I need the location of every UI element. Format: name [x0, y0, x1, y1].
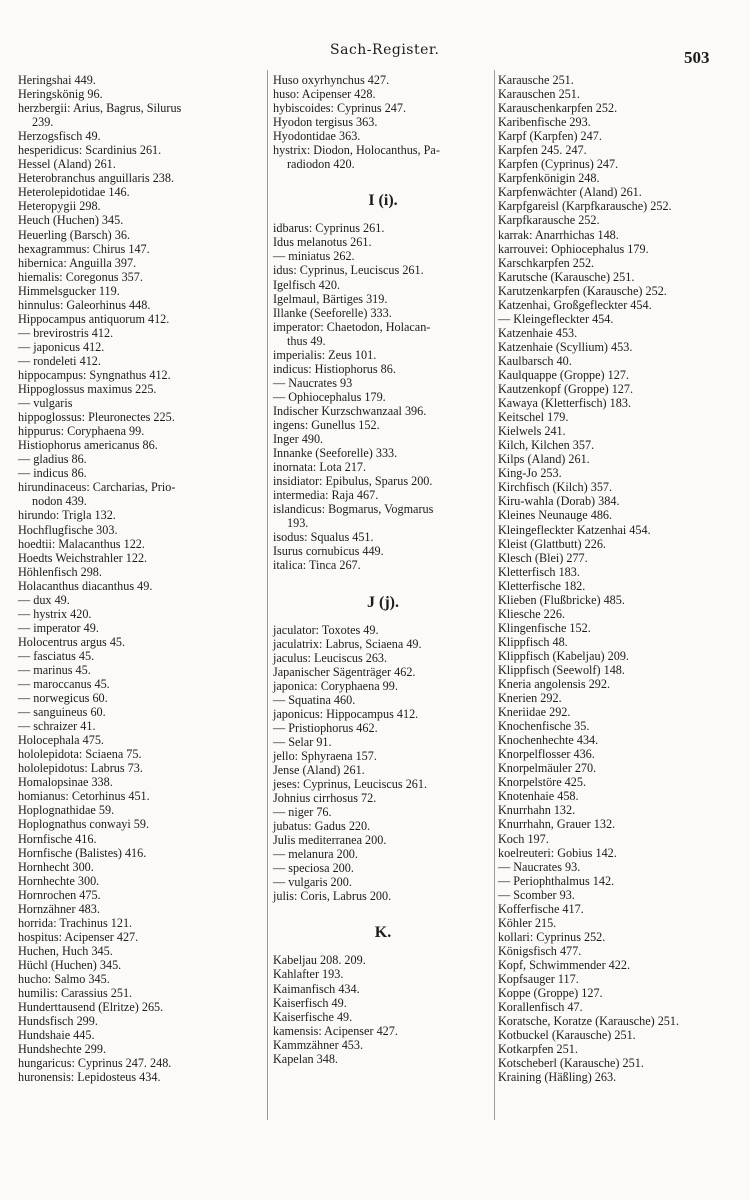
index-entry: jaculator: Toxotes 49. [273, 622, 379, 637]
index-entry: hirundinaceus: Carcharias, Prio- [18, 480, 176, 495]
index-entry: hystrix: Diodon, Holocanthus, Pa- [273, 143, 440, 158]
index-entry: — Scomber 93. [498, 887, 575, 902]
index-entry: — speciosa 200. [273, 861, 354, 876]
index-entry: — sanguineus 60. [18, 705, 106, 720]
index-entry: hippoglossus: Pleuronectes 225. [18, 410, 175, 425]
index-entry: Koch 197. [498, 831, 549, 846]
index-entry: homianus: Cetorhinus 451. [18, 789, 150, 804]
index-entry: hexagrammus: Chirus 147. [18, 241, 150, 256]
index-entry: Illanke (Seeforelle) 333. [273, 305, 392, 320]
index-entry: hinnulus: Galeorhinus 448. [18, 297, 151, 312]
index-entry: ingens: Gunellus 152. [273, 417, 380, 432]
index-entry: karrouvei: Ophiocephalus 179. [498, 241, 649, 256]
index-entry: Karpfen (Cyprinus) 247. [498, 157, 619, 172]
index-entry: Knotenhaie 458. [498, 789, 579, 804]
index-entry: jeses: Cyprinus, Leuciscus 261. [273, 777, 428, 792]
index-entry: japonicus: Hippocampus 412. [273, 706, 419, 721]
index-entry: indicus: Histiophorus 86. [273, 361, 396, 376]
section-heading-i: I (i). [368, 192, 398, 210]
index-entry: — fasciatus 45. [18, 648, 95, 663]
index-entry: Karauschenkarpfen 252. [498, 101, 618, 116]
index-entry: Hoplognathus conwayi 59. [18, 817, 149, 832]
index-entry: Hoedts Weichstrahler 122. [18, 550, 148, 565]
index-entry: Holacanthus diacanthus 49. [18, 578, 153, 593]
index-entry: Hochflugfische 303. [18, 522, 118, 537]
section-heading-j: J (j). [367, 593, 399, 611]
index-entry: Koratsche, Koratze (Karausche) 251. [498, 1014, 680, 1029]
index-entry: Kaulbarsch 40. [498, 353, 572, 368]
index-entry: Knorpelflosser 436. [498, 747, 595, 762]
index-entry: — Naucrates 93 [273, 375, 353, 390]
index-entry: Hunderttausend (Elritze) 265. [18, 1000, 164, 1015]
index-entry: huso: Acipenser 428. [273, 87, 376, 102]
index-entry: Karpfen 245. 247. [498, 143, 587, 158]
index-entry: Kotbuckel (Karausche) 251. [498, 1028, 636, 1043]
index-entry: Himmelsgucker 119. [18, 283, 120, 298]
index-entry: kamensis: Acipenser 427. [273, 1023, 398, 1038]
index-entry: intermedia: Raja 467. [273, 488, 379, 503]
k-entries-list [273, 953, 493, 1065]
index-entry: hololepidotus: Labrus 73. [18, 761, 143, 776]
index-entry: hiemalis: Coregonus 357. [18, 269, 143, 284]
index-entry: — miniatus 262. [273, 249, 355, 264]
index-entry: Klingenfische 152. [498, 620, 591, 635]
index-entry: Klippfisch 48. [498, 634, 568, 649]
index-entry: Huchen, Huch 345. [18, 943, 113, 958]
index-entry: Karausche 251. [498, 73, 574, 87]
index-entry: Kneria angolensis 292. [498, 677, 611, 692]
index-entry: idbarus: Cyprinus 261. [273, 221, 385, 236]
index-entry: Heterolepidotidae 146. [18, 185, 130, 200]
index-entry: Kleines Neunauge 486. [498, 508, 613, 523]
index-entry: — Kleingefleckter 454. [498, 311, 614, 326]
index-entry: horrida: Trachinus 121. [18, 915, 133, 930]
index-entry: hoedtii: Malacanthus 122. [18, 536, 145, 551]
index-entry: Karpfenkönigin 248. [498, 171, 600, 186]
column-divider [267, 70, 268, 1120]
index-entry: Heterobranchus anguillaris 238. [18, 171, 175, 186]
index-entry: Kraining (Häßling) 263. [498, 1070, 617, 1085]
index-entry: Kawaya (Kletterfisch) 183. [498, 396, 631, 411]
index-entry: jaculus: Leuciscus 263. [273, 650, 388, 665]
index-entry: Karpfgareisl (Karpfkarausche) 252. [498, 199, 672, 214]
column-divider [494, 70, 495, 1120]
index-entry: — maroccanus 45. [18, 677, 110, 692]
index-entry: Kotkarpfen 251. [498, 1042, 578, 1057]
index-entry: — rondeleti 412. [18, 353, 101, 368]
index-entry: Kilch, Kilchen 357. [498, 438, 595, 453]
index-entry: Klippfisch (Kabeljau) 209. [498, 648, 629, 663]
index-entry: — schraizer 41. [18, 719, 96, 734]
index-entry: Hornhecht 300. [18, 859, 94, 874]
index-entry: julis: Coris, Labrus 200. [273, 889, 392, 904]
index-entry: Karutzenkarpfen (Karausche) 252. [498, 283, 667, 298]
index-entry: Huso oxyrhynchus 427. [273, 73, 390, 87]
index-entry: Kaimanfisch 434. [273, 981, 360, 996]
index-entry: Julis mediterranea 200. [273, 833, 387, 848]
index-entry: Karibenfische 293. [498, 115, 591, 130]
index-entry: — melanura 200. [273, 847, 358, 862]
index-entry: Hüchl (Huchen) 345. [18, 957, 122, 972]
index-entry: Kliesche 226. [498, 606, 566, 621]
index-entry: Kneriidae 292. [498, 705, 571, 720]
index-entry: Hornzähner 483. [18, 901, 100, 916]
index-entry: Hippoglossus maximus 225. [18, 382, 157, 397]
index-entry: Isurus cornubicus 449. [273, 544, 384, 559]
running-title: Sach-Register. [330, 42, 440, 58]
index-entry: Japanischer Sägenträger 462. [273, 664, 416, 679]
index-entry: Innanke (Seeforelle) 333. [273, 446, 398, 461]
index-entry: Hornrochen 475. [18, 887, 101, 902]
page-number: 503 [684, 48, 710, 67]
index-entry: idus: Cyprinus, Leuciscus 261. [273, 263, 424, 278]
index-entry: Kielwels 241. [498, 424, 566, 439]
index-entry: Heteropygii 298. [18, 199, 101, 214]
index-entry: Karschkarpfen 252. [498, 255, 595, 270]
index-entry: Heringskönig 96. [18, 87, 103, 102]
index-entry: Katzenhai, Großgefleckter 454. [498, 297, 652, 312]
index-entry-continuation: thus 49. [287, 333, 326, 348]
index-entry: Herzogsfisch 49. [18, 129, 101, 144]
index-entry: Klieben (Flußbricke) 485. [498, 592, 625, 607]
index-entry: Karpfkarausche 252. [498, 213, 600, 228]
page-header [0, 42, 750, 67]
section-heading-k: K. [374, 924, 392, 942]
index-entry: Hippocampus antiquorum 412. [18, 311, 170, 326]
index-entry: Histiophorus americanus 86. [18, 438, 158, 453]
index-entry: imperialis: Zeus 101. [273, 347, 377, 362]
index-entry: Katzenhaie 453. [498, 325, 578, 340]
index-entry: hirundo: Trigla 132. [18, 508, 116, 523]
index-entry: Karpfenwächter (Aland) 261. [498, 185, 642, 200]
index-entry: japonica: Coryphaena 99. [273, 678, 398, 693]
index-entry: italica: Tinca 267. [273, 558, 361, 573]
index-entry: Igelfisch 420. [273, 277, 341, 292]
index-entry: Homalopsinae 338. [18, 775, 113, 790]
j-entries-list [273, 623, 493, 904]
index-entry: — japonicus 412. [18, 339, 105, 354]
index-entry: — Ophiocephalus 179. [273, 389, 386, 404]
index-entry: Kiru-wahla (Dorab) 384. [498, 494, 620, 509]
index-entry: Kletterfisch 183. [498, 564, 580, 579]
index-entry: Holocentrus argus 45. [18, 634, 126, 649]
index-entry: Kofferfische 417. [498, 901, 584, 916]
index-entry: Kleingefleckter Katzenhai 454. [498, 522, 651, 537]
index-entry: hippurus: Coryphaena 99. [18, 424, 145, 439]
index-entry: Kotscheberl (Karausche) 251. [498, 1056, 644, 1071]
index-entry: Heuch (Huchen) 345. [18, 213, 124, 228]
index-entry: hucho: Salmo 345. [18, 972, 110, 986]
index-entry: King-Jo 253. [498, 466, 562, 481]
index-entry: Höhlenfisch 298. [18, 564, 102, 579]
index-entry: Kirchfisch (Kilch) 357. [498, 480, 613, 495]
index-entry: — gladius 86. [18, 452, 87, 467]
index-entry: Hessel (Aland) 261. [18, 157, 116, 172]
index-entry: Kopf, Schwimmender 422. [498, 957, 631, 972]
index-entry: Hyodontidae 363. [273, 129, 361, 144]
index-entry: Kilps (Aland) 261. [498, 452, 590, 467]
index-entry: hybiscoides: Cyprinus 247. [273, 101, 407, 116]
index-entry: Kahlafter 193. [273, 967, 344, 982]
index-entry: — vulgaris [18, 396, 73, 411]
index-entry: Hoplognathidae 59. [18, 803, 115, 818]
index-entry: Karutsche (Karausche) 251. [498, 269, 635, 284]
index-entry: Hornfische (Balistes) 416. [18, 845, 147, 860]
index-entry: hibernica: Anguilla 397. [18, 255, 137, 270]
index-entry: Hyodon tergisus 363. [273, 115, 378, 130]
index-entry: Klesch (Blei) 277. [498, 550, 588, 565]
index-entry: — indicus 86. [18, 466, 87, 481]
index-entry: Hundshechte 299. [18, 1042, 107, 1057]
index-entry: Kapelan 348. [273, 1051, 338, 1066]
index-entry: Knurrhahn 132. [498, 803, 576, 818]
index-entry: Knochenhechte 434. [498, 733, 599, 748]
index-entry: huronensis: Lepidosteus 434. [18, 1070, 161, 1085]
index-entry: islandicus: Bogmarus, Vogmarus [273, 502, 434, 517]
index-entry: jubatus: Gadus 220. [273, 819, 371, 834]
index-entry: hololepidota: Sciaena 75. [18, 747, 142, 762]
index-entry: koelreuteri: Gobius 142. [498, 845, 617, 860]
index-entry: Kautzenkopf (Groppe) 127. [498, 382, 634, 397]
index-entry: Indischer Kurzschwanzaal 396. [273, 403, 427, 418]
index-entry: Katzenhaie (Scyllium) 453. [498, 339, 633, 354]
index-entry: — Naucrates 93. [498, 859, 581, 874]
index-entry: Johnius cirrhosus 72. [273, 791, 377, 806]
index-entry: — niger 76. [273, 805, 332, 820]
index-column-2 [273, 73, 493, 1066]
i-entries-list [273, 221, 493, 572]
index-entry: hospitus: Acipenser 427. [18, 929, 139, 944]
index-entry: Klippfisch (Seewolf) 148. [498, 662, 625, 677]
index-entry: hesperidicus: Scardinius 261. [18, 143, 162, 158]
index-entry: Knorpelstöre 425. [498, 775, 587, 790]
index-entry-continuation: 193. [287, 516, 309, 531]
index-entry: Hornhechte 300. [18, 873, 100, 888]
index-entry: Heuerling (Barsch) 36. [18, 227, 131, 242]
index-entry: Königsfisch 477. [498, 943, 582, 958]
index-entry: Holocephala 475. [18, 733, 104, 748]
index-entry: — brevirostris 412. [18, 325, 114, 340]
index-entry: — marinus 45. [18, 662, 91, 677]
index-entry: Koppe (Groppe) 127. [498, 986, 603, 1001]
index-entry: Knorpelmäuler 270. [498, 761, 597, 776]
index-entry: Keitschel 179. [498, 410, 569, 425]
index-entry: Knerien 292. [498, 691, 562, 706]
index-entry: Karauschen 251. [498, 87, 580, 102]
index-entry: — Pristiophorus 462. [273, 720, 378, 735]
index-entry: — Squatina 460. [273, 692, 356, 707]
index-entry: — vulgaris 200. [273, 875, 352, 890]
index-entry: — Selar 91. [273, 734, 332, 749]
index-entry: humilis: Carassius 251. [18, 986, 133, 1001]
index-entry: kollari: Cyprinus 252. [498, 929, 606, 944]
index-entry: Kammzähner 453. [273, 1037, 364, 1052]
index-entry: Kopfsauger 117. [498, 972, 579, 986]
index-entry: Hundsfisch 299. [18, 1014, 98, 1029]
index-entry: Hornfische 416. [18, 831, 97, 846]
index-entry: jaculatrix: Labrus, Sciaena 49. [273, 636, 422, 651]
index-entry: Köhler 215. [498, 915, 557, 930]
index-entry-continuation: nodon 439. [32, 494, 87, 509]
index-entry: hippocampus: Syngnathus 412. [18, 367, 171, 382]
index-column-1 [18, 73, 263, 1084]
index-entry: Inger 490. [273, 432, 324, 447]
index-entry: — norwegicus 60. [18, 691, 108, 706]
index-entry: karrak: Anarrhichas 148. [498, 227, 619, 242]
index-entry: imperator: Chaetodon, Holacan- [273, 319, 431, 334]
index-entry: Jense (Aland) 261. [273, 762, 365, 777]
index-entry: Kaiserfisch 49. [273, 995, 347, 1010]
index-entry: Kabeljau 208. 209. [273, 953, 366, 968]
index-entry: — Periophthalmus 142. [498, 873, 615, 888]
index-entry: isodus: Squalus 451. [273, 530, 374, 545]
index-entry: Kletterfische 182. [498, 578, 586, 593]
index-entry: — hystrix 420. [18, 606, 92, 621]
index-entry: Kaiserfische 49. [273, 1009, 353, 1024]
index-entry: Karpf (Karpfen) 247. [498, 129, 602, 144]
index-entry: — dux 49. [18, 592, 70, 607]
index-entry: herzbergii: Arius, Bagrus, Silurus [18, 101, 182, 116]
index-entry: Knochenfische 35. [498, 719, 590, 734]
h-continued-list [273, 73, 493, 171]
index-entry: — imperator 49. [18, 620, 99, 635]
index-entry-continuation: radiodon 420. [287, 157, 355, 172]
index-entry: hungaricus: Cyprinus 247. 248. [18, 1056, 172, 1071]
index-entry: Idus melanotus 261. [273, 235, 372, 250]
index-column-3 [498, 73, 738, 1084]
index-entry: Heringshai 449. [18, 73, 96, 87]
index-entry: insidiator: Epibulus, Sparus 200. [273, 474, 433, 489]
index-entry-continuation: 239. [32, 115, 54, 130]
index-entry: Knurrhahn, Grauer 132. [498, 817, 616, 832]
index-entry: jello: Sphyraena 157. [273, 748, 377, 763]
index-entry: Kleist (Glattbutt) 226. [498, 536, 606, 551]
index-entry: Igelmaul, Bärtiges 319. [273, 291, 388, 306]
index-entry: inornata: Lota 217. [273, 460, 367, 475]
index-entry: Hundshaie 445. [18, 1028, 95, 1043]
index-entry: Korallenfisch 47. [498, 1000, 583, 1015]
index-entry: Kaulquappe (Groppe) 127. [498, 367, 629, 382]
